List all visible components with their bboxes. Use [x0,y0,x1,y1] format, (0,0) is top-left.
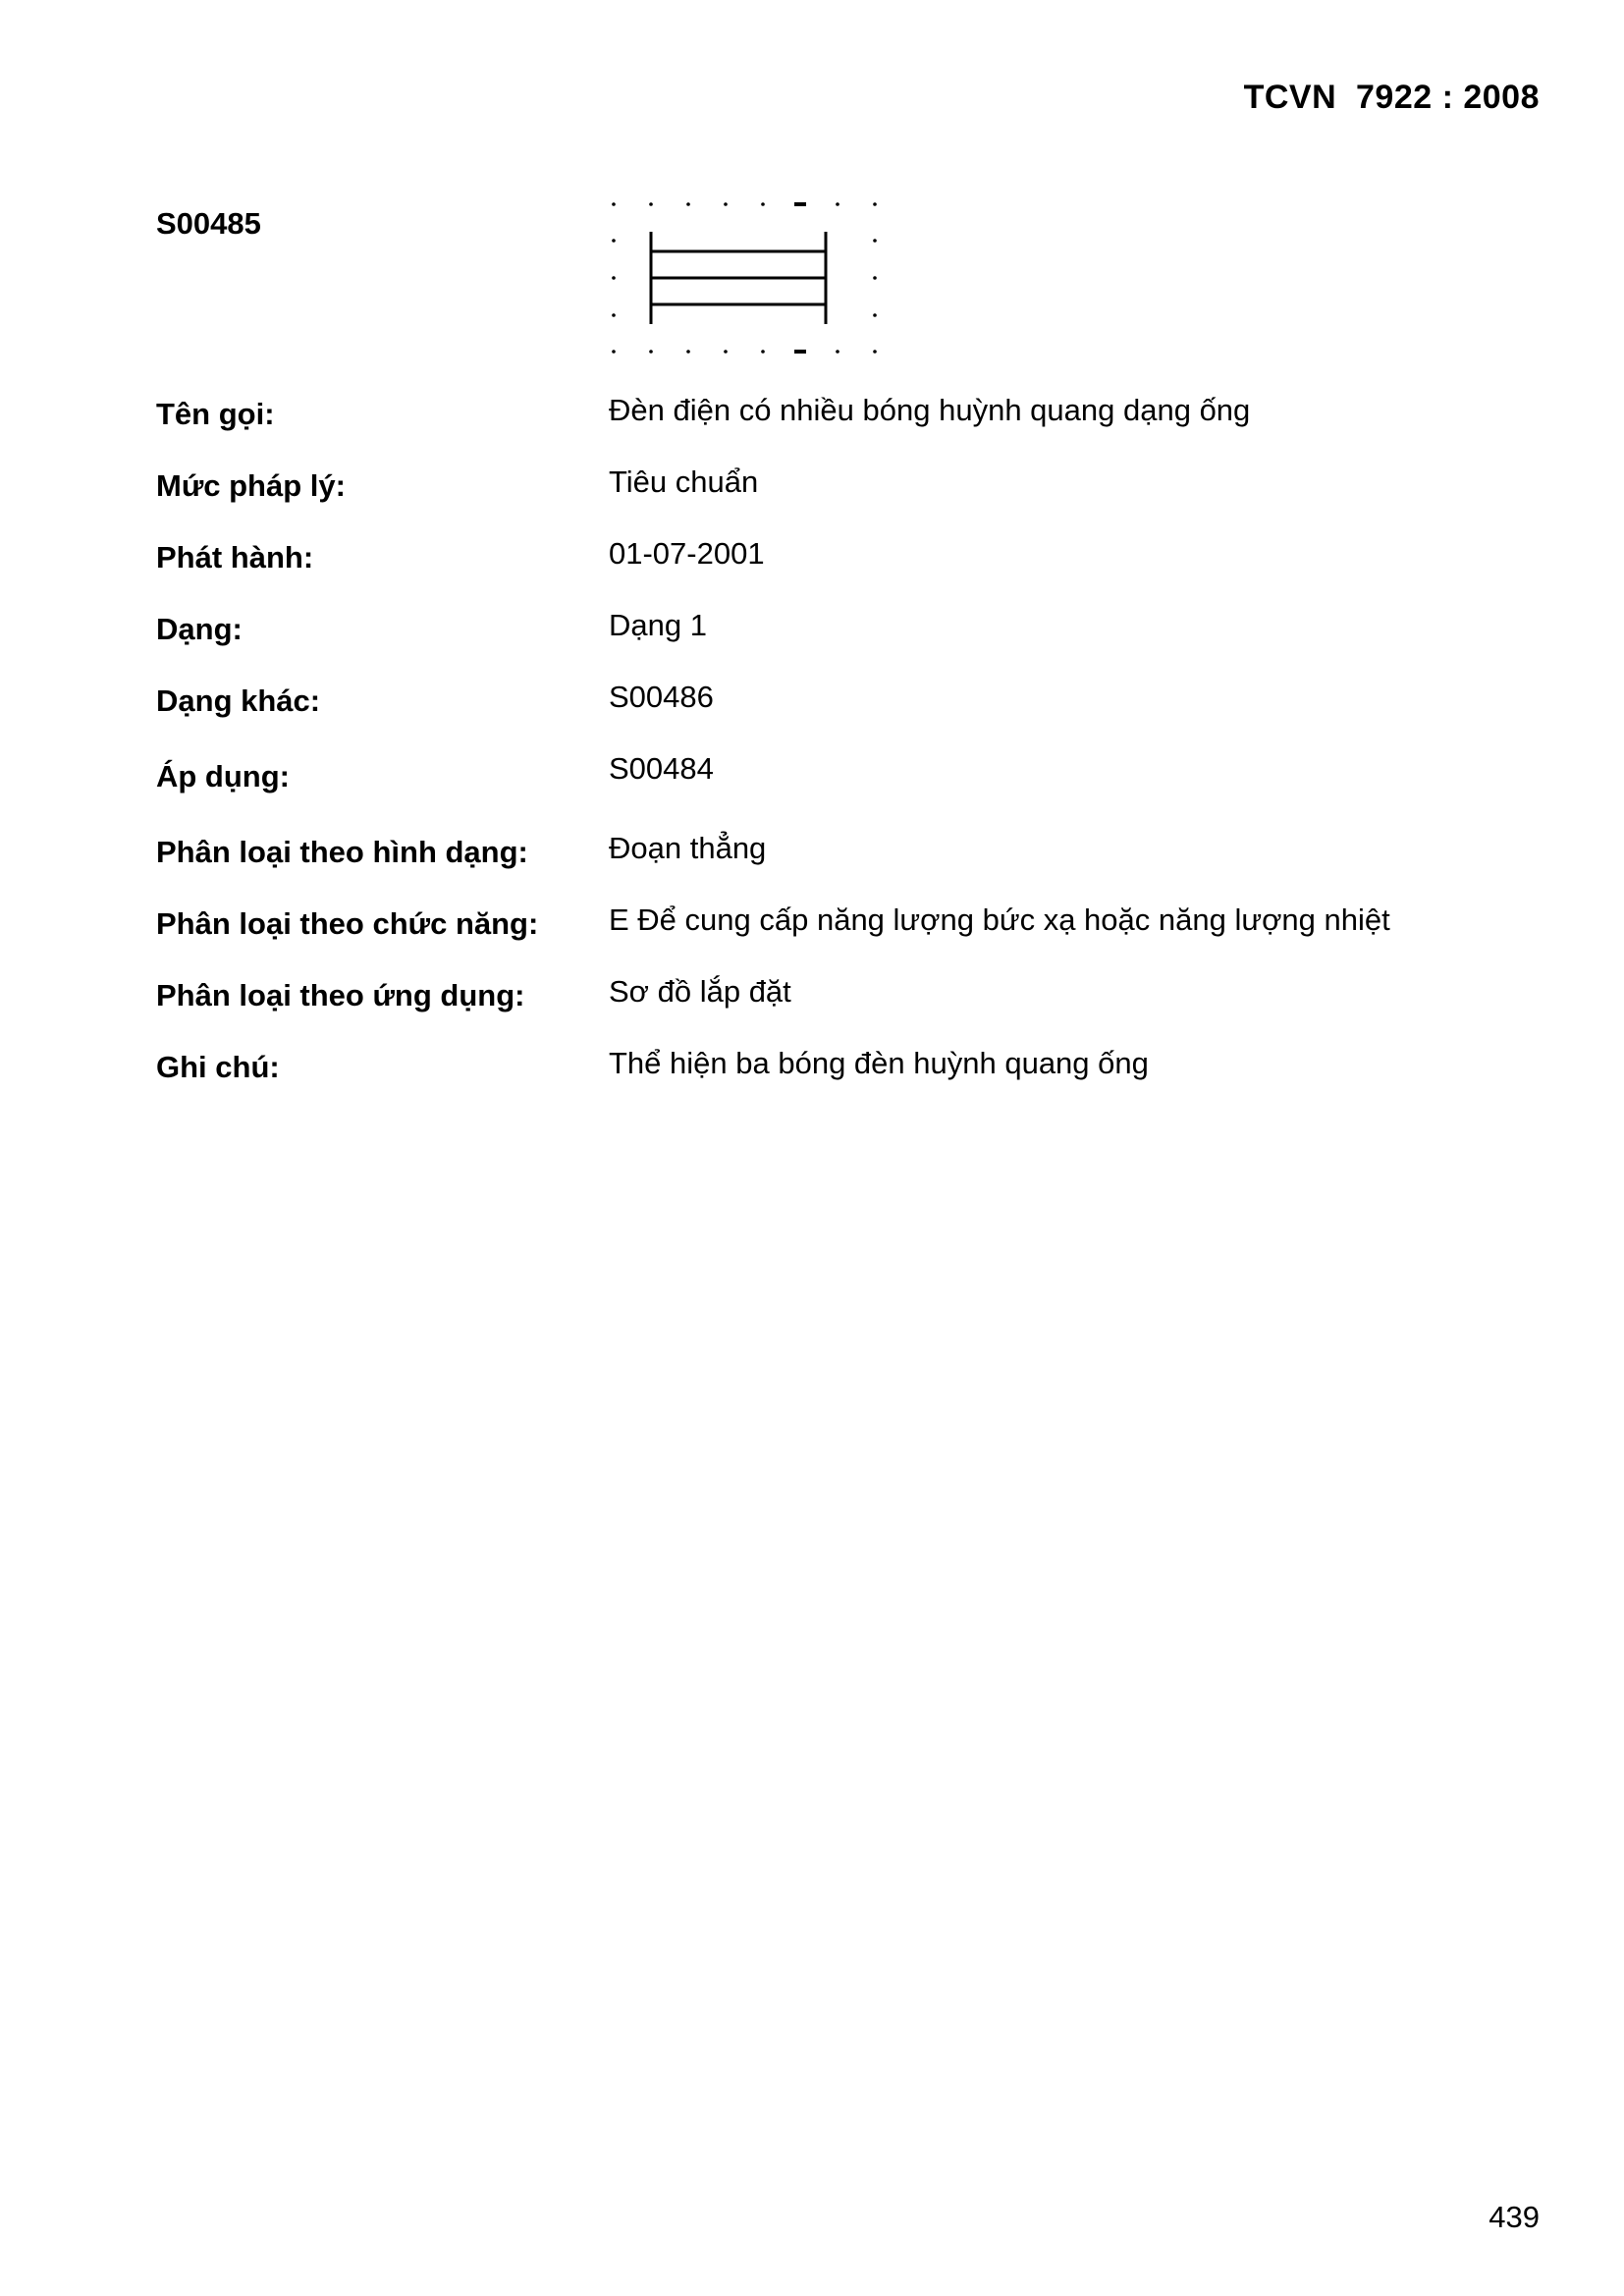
field-ten-goi [156,393,1531,446]
field-value: E Để cung cấp năng lượng bức xạ hoặc năng lượng nhiệt [609,902,1390,937]
field-value: Sơ đồ lắp đặt [609,974,791,1009]
field-value: 01-07-2001 [609,536,765,571]
field-value: Dạng 1 [609,608,707,642]
field-phan-loai-hinh-dang [156,831,1531,884]
field-label: Ghi chú: [156,1050,280,1084]
field-ghi-chu [156,1046,1531,1099]
field-phan-loai-chuc-nang [156,902,1531,956]
fluorescent-lamp-multiple-tubes-icon [601,189,895,365]
symbol-lamp-lines [651,232,826,324]
field-value: S00484 [609,751,714,786]
field-label: Tên gọi: [156,397,275,431]
field-dang-khac [156,680,1531,733]
field-phat-hanh [156,536,1531,589]
field-phan-loai-ung-dung [156,974,1531,1027]
field-label: Phân loại theo chức năng: [156,906,539,941]
field-label: Phát hành: [156,540,314,574]
standard-header: TCVN 7922 : 2008 [1243,79,1540,116]
field-muc-phap-ly [156,465,1531,518]
field-value: Đoạn thẳng [609,831,767,865]
field-label: Phân loại theo hình dạng: [156,835,528,869]
field-value: Đèn điện có nhiều bóng huỳnh quang dạng ống [609,393,1251,427]
field-value: Tiêu chuẩn [609,465,759,499]
field-value: Thể hiện ba bóng đèn huỳnh quang ống [609,1046,1149,1080]
field-value: S00486 [609,680,714,714]
field-label: Dạng khác: [156,683,321,718]
field-ap-dung [156,751,1531,808]
field-label: Dạng: [156,612,243,646]
field-label: Mức pháp lý: [156,468,346,503]
field-label: Áp dụng: [156,759,291,793]
field-dang [156,608,1531,661]
field-label: Phân loại theo ứng dụng: [156,978,525,1012]
page-number: 439 [1489,2200,1540,2234]
symbol-code: S00485 [156,206,261,241]
